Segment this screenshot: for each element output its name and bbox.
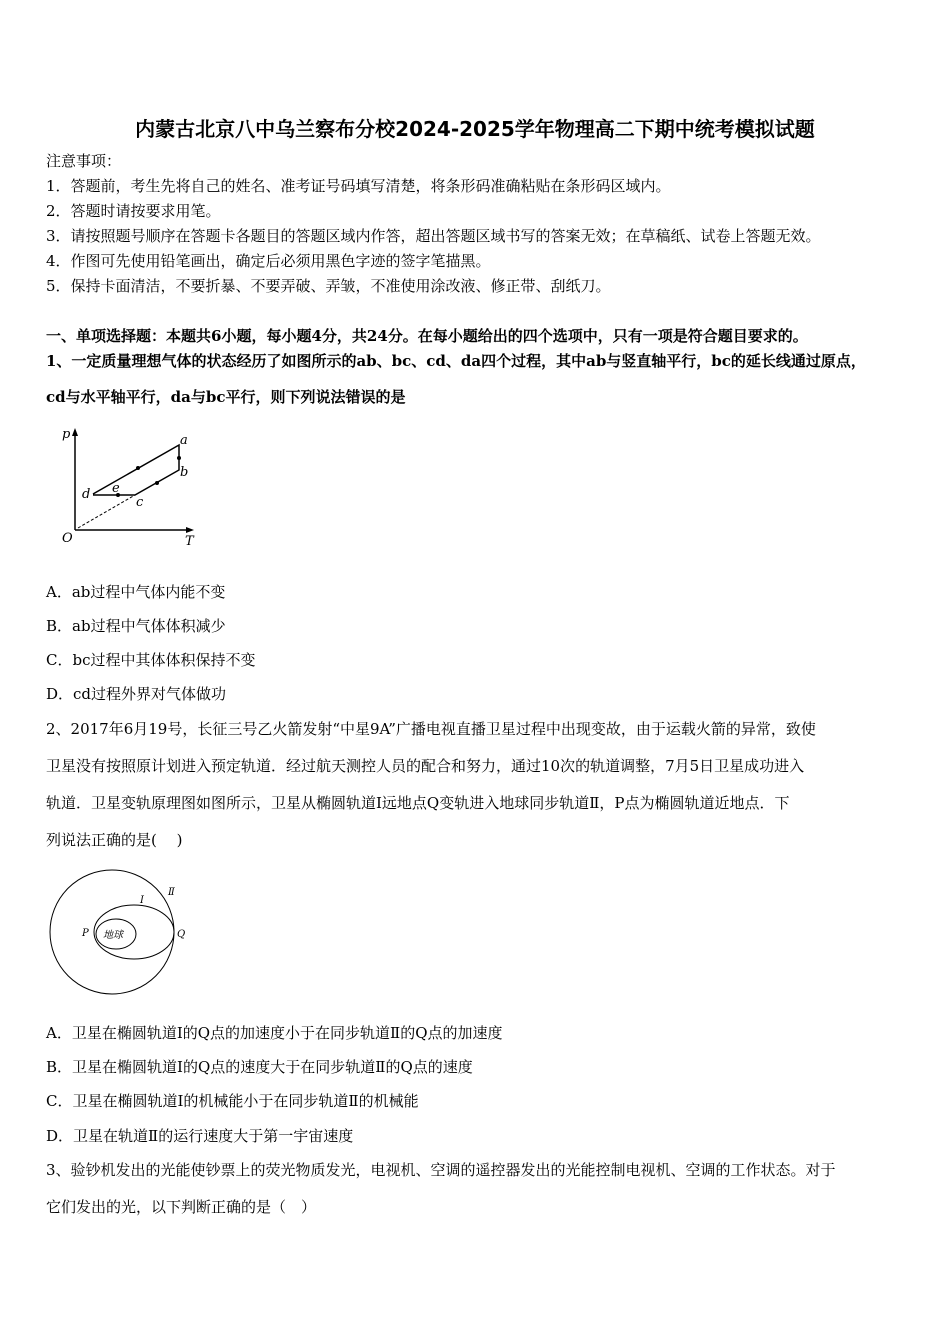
note-item: 2．答题时请按要求用笔。: [46, 202, 221, 220]
q3-text: 3、验钞机发出的光能使钞票上的荧光物质发光，电视机、空调的遥控器发出的光能控制电视机、空调的工作状态。对于: [46, 1161, 836, 1179]
q2-option-b[interactable]: B．卫星在椭圆轨道Ⅰ的Q点的速度大于在同步轨道Ⅱ的Q点的速度: [46, 1058, 473, 1076]
orbit-2-label: Ⅱ: [168, 887, 175, 898]
q2-text: 2、2017年6月19号，长征三号乙火箭发射“中星9A”广播电视直播卫星过程中出现变故，由于运载火箭的异常，致使: [46, 720, 816, 738]
q2-option-c[interactable]: C．卫星在椭圆轨道Ⅰ的机械能小于在同步轨道Ⅱ的机械能: [46, 1092, 419, 1110]
page-title: 内蒙古北京八中乌兰察布分校2024-2025学年物理高二下期中统考模拟试题: [135, 117, 815, 141]
q1-option-d[interactable]: D．cd过程外界对气体做功: [46, 685, 227, 703]
q2-option-d[interactable]: D．卫星在轨道Ⅱ的运行速度大于第一宇宙速度: [46, 1127, 354, 1145]
point-a: a: [180, 433, 188, 448]
point-b: b: [180, 465, 189, 480]
q1-option-c[interactable]: C．bc过程中其体体积保持不变: [46, 651, 256, 669]
q1-text: 1、一定质量理想气体的状态经历了如图所示的ab、bc、cd、da四个过程，其中ab与竖直轴平行，bc的延长线通过原点，: [46, 352, 866, 370]
q2-text: 卫星没有按照原计划进入预定轨道．经过航天测控人员的配合和努力，通过10次的轨道调整，7月5日卫星成功进入: [46, 757, 805, 775]
q3-text: 它们发出的光，以下判断正确的是（ ）: [46, 1198, 317, 1216]
orbit-1-label: I: [140, 895, 144, 906]
q2-text: 列说法正确的是( ): [46, 831, 183, 849]
point-c: c: [136, 495, 144, 510]
pt-diagram: [40, 420, 220, 550]
note-item: 4．作图可先使用铅笔画出，确定后必须用黑色字迹的签字笔描黑。: [46, 252, 491, 270]
point-e: e: [112, 481, 120, 496]
p-axis-label: p: [62, 427, 71, 442]
t-axis-label: T: [185, 534, 194, 549]
notes-heading: 注意事项：: [46, 152, 122, 170]
q2-text: 轨道．卫星变轨原理图如图所示，卫星从椭圆轨道Ⅰ远地点Q变轨进入地球同步轨道Ⅱ，P点为椭圆轨道近地点．下: [46, 794, 790, 812]
section-heading: 一、单项选择题：本题共6小题，每小题4分，共24分。在每小题给出的四个选项中，只有一项是符合题目要求的。: [46, 327, 808, 345]
q1-option-b[interactable]: B．ab过程中气体体积减少: [46, 617, 226, 635]
orbit-diagram: [40, 860, 200, 1000]
q1-option-a[interactable]: A．ab过程中气体内能不变: [46, 583, 226, 601]
q2-option-a[interactable]: A．卫星在椭圆轨道Ⅰ的Q点的加速度小于在同步轨道Ⅱ的Q点的加速度: [46, 1024, 503, 1042]
note-item: 3．请按照题号顺序在答题卡各题目的答题区域内作答，超出答题区域书写的答案无效；在草稿纸、试卷上答题无效。: [46, 227, 821, 245]
origin-label: O: [62, 531, 73, 546]
earth-label: 地球: [103, 930, 123, 941]
note-item: 5．保持卡面清洁，不要折暴、不要弄破、弄皱，不准使用涂改液、修正带、刮纸刀。: [46, 277, 611, 295]
point-q: Q: [177, 929, 186, 940]
note-item: 1．答题前，考生先将自己的姓名、准考证号码填写清楚，将条形码准确粘贴在条形码区域内。: [46, 177, 671, 195]
point-p: P: [82, 928, 89, 939]
q1-text: cd与水平轴平行，da与bc平行，则下列说法错误的是: [46, 388, 406, 406]
point-d: d: [82, 487, 91, 502]
